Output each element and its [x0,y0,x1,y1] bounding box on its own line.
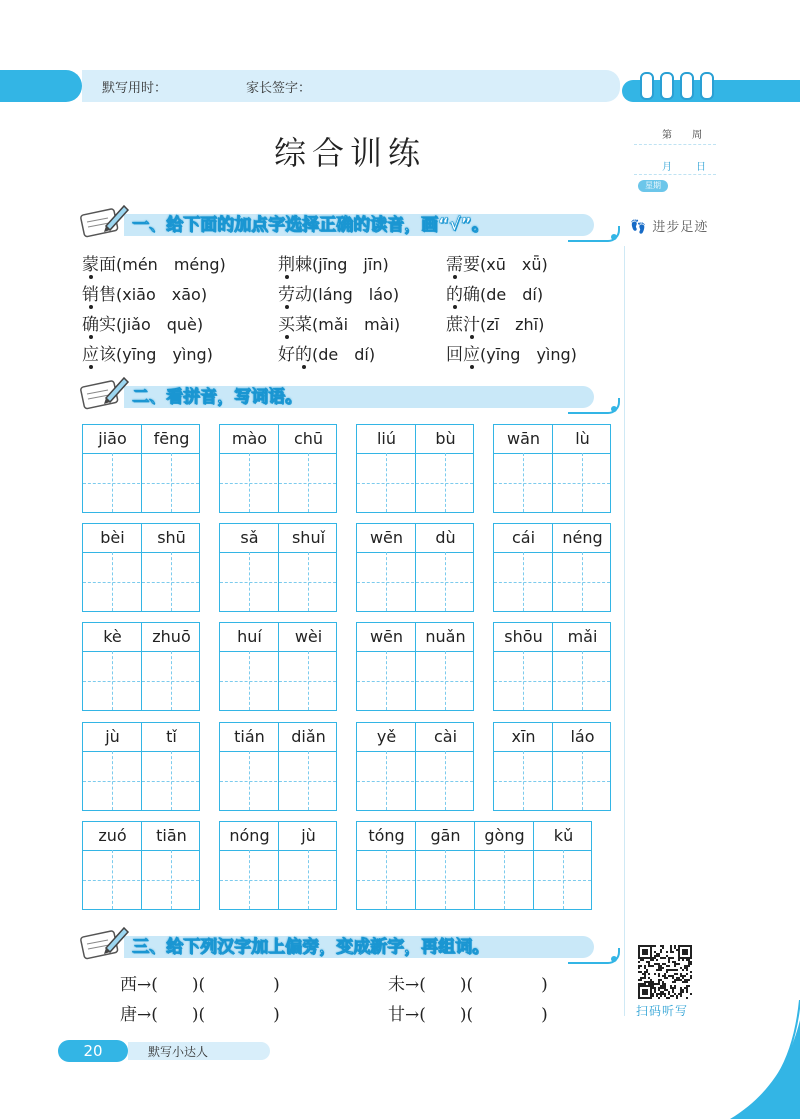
grid-guide [523,751,524,810]
pinyin-options: (xū xǖ) [480,255,548,274]
header-tab [0,70,82,102]
pencil-paper-icon [78,200,130,240]
question-text: 实 [99,315,116,335]
pinyin-label: tǐ [166,727,177,746]
writing-grid[interactable] [82,523,200,612]
question-text: 菜 [295,315,312,335]
grid-guide [308,751,309,810]
pinyin-label: bèi [100,528,125,547]
grid-guide [582,651,583,710]
pinyin-label: lù [575,429,590,448]
ring-icon [640,72,654,100]
ring-icon [700,72,714,100]
pinyin-label: liú [376,429,397,448]
time-label: 默写用时： [102,81,168,96]
grid-guide [582,751,583,810]
dotted-character: 应 [82,340,99,365]
dotted-character: 需 [446,250,463,275]
calendar-week-suffix: 周 [692,130,702,141]
dotted-character: 荆 [278,250,295,275]
dotted-character: 的 [295,340,312,365]
pronunciation-question[interactable] [446,340,577,365]
question-text: 该 [99,345,116,365]
pinyin-label: shuǐ [291,528,326,547]
pronunciation-question[interactable] [278,340,375,365]
pinyin-options: (mǎi mài) [312,315,401,334]
calendar-weekday-badge: 星期 [638,180,668,192]
pinyin-label: kè [103,627,122,646]
calendar-week-prefix: 第 [662,130,672,141]
grid-guide [112,552,113,611]
pinyin-label: mǎi [567,627,598,646]
pinyin-label: tiān [156,826,187,845]
pronunciation-question[interactable] [82,340,213,365]
grid-guide [249,850,250,909]
writing-grid[interactable] [356,622,474,711]
calendar-divider [634,174,716,175]
grid-guide [112,651,113,710]
writing-grid[interactable] [82,722,200,811]
grid-guide [523,552,524,611]
pinyin-label: jiāo [98,429,127,448]
grid-guide [308,552,309,611]
dotted-character: 应 [463,340,480,365]
grid-guide [582,453,583,512]
section-one-heading: 一、给下面的加点字选择正确的读音，画“√”。 [132,215,489,235]
writing-grid[interactable] [493,523,611,612]
question-text: 回 [446,345,463,365]
pinyin-label: bù [435,429,456,448]
writing-grid[interactable] [493,622,611,711]
side-divider [624,246,625,1016]
grid-guide [386,751,387,810]
pronunciation-question[interactable] [82,250,226,275]
grid-guide [249,552,250,611]
grid-guide [504,850,505,909]
pinyin-label: chū [293,429,324,448]
pinyin-label: cài [433,727,458,746]
grid-guide [523,453,524,512]
grid-guide [171,850,172,909]
grid-guide [582,552,583,611]
ring-icon [660,72,674,100]
writing-grid[interactable] [82,424,200,513]
calendar-month: 月 [662,162,672,173]
writing-grid[interactable] [356,424,474,513]
question-text: 确 [463,285,480,305]
pinyin-label: nuǎn [425,627,466,646]
pinyin-label: shōu [504,627,543,646]
pronunciation-question[interactable] [446,310,544,335]
pinyin-label: huí [237,627,262,646]
grid-guide [112,453,113,512]
writing-grid[interactable] [493,424,611,513]
pinyin-label: kǔ [553,826,574,845]
pinyin-label: láo [570,727,595,746]
section-dot [611,234,617,240]
progress-text: 进步足迹 [652,220,709,235]
pronunciation-question[interactable] [278,310,400,335]
pinyin-label: dù [435,528,456,547]
pinyin-options: (láng láo) [312,285,400,304]
pronunciation-question[interactable] [82,280,207,305]
grid-guide [249,651,250,710]
section-dot [611,956,617,962]
pinyin-label: shū [157,528,186,547]
pronunciation-question[interactable] [82,310,203,335]
grid-guide [523,651,524,710]
pinyin-label: cái [511,528,536,547]
grid-guide [171,751,172,810]
radical-item[interactable]: 甘→( )( ) [388,1005,548,1025]
writing-grid[interactable] [356,821,592,910]
pinyin-label: jù [105,727,120,746]
pronunciation-question[interactable] [446,250,548,275]
writing-grid[interactable] [493,722,611,811]
pinyin-label: diǎn [291,727,326,746]
dotted-character: 汁 [463,310,480,335]
grid-guide [112,850,113,909]
pinyin-label: gòng [484,826,525,845]
grid-guide [563,850,564,909]
grid-guide [171,552,172,611]
grid-guide [112,751,113,810]
dotted-character: 劳 [278,280,295,305]
pinyin-label: nóng [229,826,270,845]
pencil-paper-icon [78,922,130,962]
grid-guide [445,453,446,512]
pinyin-options: (de dí) [480,285,544,304]
pinyin-options: (jīng jīn) [312,255,389,274]
grid-guide [308,850,309,909]
section-three-heading: 三、给下列汉字加上偏旁，变成新字，再组词。 [132,937,489,957]
dotted-character: 确 [82,310,99,335]
writing-grid[interactable] [219,821,337,910]
writing-grid[interactable] [219,424,337,513]
question-text: 动 [295,285,312,305]
pinyin-options: (jiǎo què) [116,315,204,334]
grid-guide [386,651,387,710]
grid-guide [308,453,309,512]
grid-guide [308,651,309,710]
corner-decoration [700,1000,800,1119]
pronunciation-question[interactable] [278,280,399,305]
page-number: 20 [58,1040,128,1062]
pronunciation-question[interactable] [446,280,543,305]
pronunciation-question[interactable] [278,250,389,275]
grid-guide [445,651,446,710]
pinyin-label: xīn [511,727,536,746]
section-two-heading: 二、看拼音，写词语。 [132,387,302,407]
question-text: 要 [463,255,480,275]
calendar-day: 日 [696,162,706,173]
pinyin-label: wān [506,429,541,448]
question-text: 蔗 [446,315,463,335]
pinyin-options: (xiāo xāo) [116,285,208,304]
radical-item[interactable]: 唐→( )( ) [120,1005,280,1025]
qr-code-icon[interactable] [638,945,692,999]
pinyin-label: mào [231,429,268,448]
pinyin-label: yě [376,727,397,746]
pinyin-label: jù [301,826,316,845]
grid-guide [386,850,387,909]
pinyin-options: (yīng yìng) [480,345,577,364]
pinyin-label: gān [430,826,461,845]
writing-grid[interactable] [219,523,337,612]
question-text: 面 [99,255,116,275]
dotted-character: 买 [278,310,295,335]
section-dot [611,406,617,412]
grid-guide [445,850,446,909]
question-text: 棘 [295,255,312,275]
grid-guide [171,453,172,512]
grid-guide [249,453,250,512]
signature-label: 家长签字： [246,81,312,96]
pinyin-label: zuó [98,826,127,845]
ring-icon [680,72,694,100]
dotted-character: 的 [446,280,463,305]
dotted-character: 蒙 [82,250,99,275]
pinyin-label: tián [234,727,265,746]
dotted-character: 销 [82,280,99,305]
pinyin-label: wēn [369,627,404,646]
pencil-paper-icon [78,372,130,412]
radical-item[interactable]: 未→( )( ) [388,975,548,995]
radical-item[interactable]: 西→( )( ) [120,975,280,995]
grid-guide [445,751,446,810]
pinyin-label: wēn [369,528,404,547]
pinyin-options: (yīng yìng) [116,345,213,364]
progress-label [630,216,708,235]
pinyin-label: sǎ [240,528,259,547]
writing-grid[interactable] [82,821,200,910]
writing-grid[interactable] [219,622,337,711]
qr-label: 扫码听写 [636,1004,689,1018]
question-text: 好 [278,345,295,365]
pinyin-label: zhuō [152,627,191,646]
writing-grid[interactable] [356,722,474,811]
pinyin-label: wèi [294,627,323,646]
pinyin-options: (mén méng) [116,255,226,274]
grid-guide [171,651,172,710]
writing-grid[interactable] [219,722,337,811]
grid-guide [249,751,250,810]
grid-guide [386,453,387,512]
footprint-icon: 👣 [630,220,648,235]
grid-guide [386,552,387,611]
pinyin-label: fēng [153,429,190,448]
pinyin-options: (de dí) [312,345,376,364]
question-text: 售 [99,285,116,305]
page-title: 综合训练 [273,134,426,172]
pinyin-label: tóng [368,826,405,845]
grid-guide [445,552,446,611]
pinyin-options: (zī zhī) [480,315,545,334]
writing-grid[interactable] [82,622,200,711]
book-title: 默写小达人 [148,1045,209,1059]
writing-grid[interactable] [356,523,474,612]
pinyin-label: néng [562,528,603,547]
